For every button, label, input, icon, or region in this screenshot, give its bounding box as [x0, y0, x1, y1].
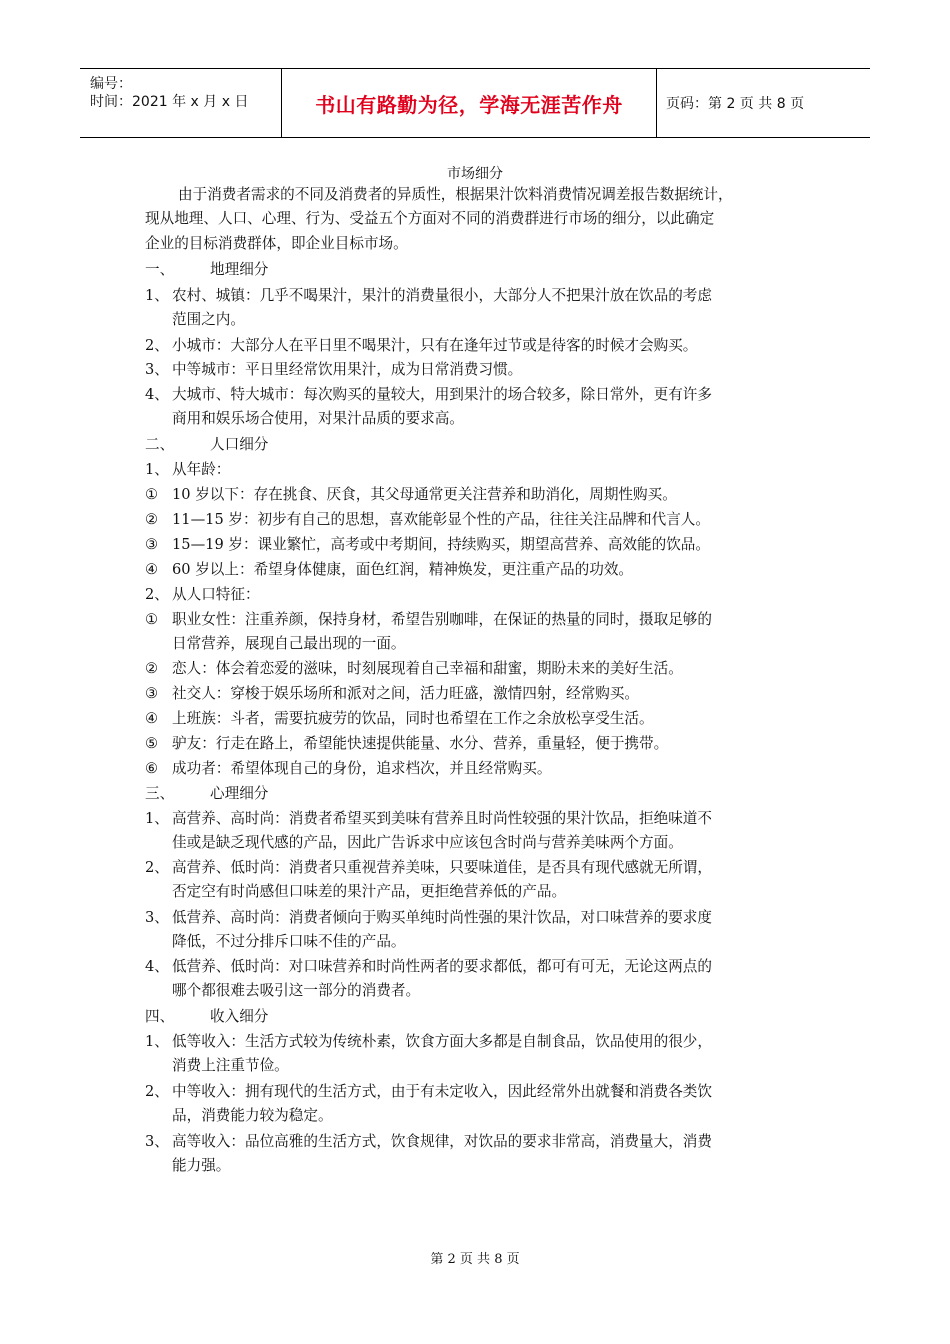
section-title: 人口细分 — [210, 436, 269, 453]
list-item-text: 低营养、高时尚：消费者倾向于购买单纯时尚性强的果汁饮品，对口味营养的要求度 — [172, 909, 712, 926]
list-item-text: 日常营养，展现自己最出现的一面。 — [172, 635, 406, 652]
list-number: ⑤ — [145, 735, 159, 752]
list-number: 4、 — [145, 386, 169, 403]
list-item-text: 消费上注重节俭。 — [172, 1057, 289, 1074]
document-header — [80, 68, 870, 138]
list-number: 1、 — [145, 1033, 169, 1050]
list-item-text: 商用和娱乐场合使用，对果汁品质的要求高。 — [172, 410, 464, 427]
header-page-cell — [657, 69, 870, 137]
list-item-text: 范围之内。 — [172, 311, 245, 328]
list-number: 3、 — [145, 361, 169, 378]
section-title: 收入细分 — [210, 1008, 269, 1025]
list-item-text: 小城市：大部分人在平日里不喝果汁，只有在逢年过节或是待客的时候才会购买。 — [172, 337, 698, 354]
list-item-text: 农村、城镇：几乎不喝果汁，果汁的消费量很小，大部分人不把果汁放在饮品的考虑 — [172, 287, 712, 304]
list-item-text: 中等收入：拥有现代的生活方式，由于有未定收入，因此经常外出就餐和消费各类饮 — [172, 1083, 712, 1100]
section-number: 四、 — [145, 1008, 175, 1025]
list-item-text: 否定空有时尚感但口味差的果汁产品，更拒绝营养低的产品。 — [172, 883, 567, 900]
header-motto: 书山有路勤为径，学海无涯苦作舟 — [315, 92, 623, 117]
subsection-title: 从人口特征： — [172, 586, 260, 603]
list-item-text: 高营养、高时尚：消费者希望买到美味有营养且时尚性较强的果汁饮品，拒绝味道不 — [172, 810, 712, 827]
list-item-text: 60 岁以上：希望身体健康，面色红润，精神焕发，更注重产品的功效。 — [172, 561, 634, 578]
list-number: ③ — [145, 685, 159, 702]
list-item-text: 成功者：希望体现自己的身份，追求档次，并且经常购买。 — [172, 760, 552, 777]
header-motto-cell — [282, 69, 657, 137]
list-item-text: 上班族：斗者，需要抗疲劳的饮品，同时也希望在工作之余放松享受生活。 — [172, 710, 654, 727]
list-number: ④ — [145, 710, 159, 727]
section-number: 二、 — [145, 436, 175, 453]
list-item-text: 恋人：体会着恋爱的滋味，时刻展现着自己幸福和甜蜜，期盼未来的美好生活。 — [172, 660, 683, 677]
section-title: 地理细分 — [210, 261, 269, 278]
list-number: 2、 — [145, 1083, 169, 1100]
list-item-text: 中等城市：平日里经常饮用果汁，成为日常消费习惯。 — [172, 361, 523, 378]
list-number: 3、 — [145, 909, 169, 926]
intro-line: 由于消费者需求的不同及消费者的异质性，根据果汁饮料消费情况调差报告数据统计， — [178, 186, 733, 203]
list-item-text: 高等收入：品位高雅的生活方式，饮食规律，对饮品的要求非常高，消费量大，消费 — [172, 1133, 712, 1150]
list-number: ② — [145, 511, 159, 528]
header-meta-cell — [80, 69, 282, 137]
list-number: 3、 — [145, 1133, 169, 1150]
list-item-text: 低等收入：生活方式较为传统朴素，饮食方面大多都是自制食品，饮品使用的很少， — [172, 1033, 712, 1050]
list-number: 4、 — [145, 958, 169, 975]
list-number: 2、 — [145, 586, 169, 603]
section-number: 三、 — [145, 785, 175, 802]
list-item-text: 10 岁以下：存在挑食、厌食，其父母通常更关注营养和助消化，周期性购买。 — [172, 486, 677, 503]
list-item-text: 能力强。 — [172, 1157, 231, 1174]
section-number: 一、 — [145, 261, 175, 278]
header-page-code: 页码：第 2 页 共 8 页 — [666, 96, 805, 112]
subsection-title: 从年龄： — [172, 461, 231, 478]
list-item-text: 11—15 岁：初步有自己的思想，喜欢能彰显个性的产品，往往关注品牌和代言人。 — [172, 511, 710, 528]
list-number: 1、 — [145, 287, 169, 304]
list-number: 1、 — [145, 810, 169, 827]
section-title: 心理细分 — [210, 785, 269, 802]
list-item-text: 低营养、低时尚：对口味营养和时尚性两者的要求都低，都可有可无，无论这两点的 — [172, 958, 712, 975]
list-item-text: 大城市、特大城市：每次购买的量较大，用到果汁的场合较多，除日常外，更有许多 — [172, 386, 712, 403]
list-number: 2、 — [145, 859, 169, 876]
list-item-text: 品，消费能力较为稳定。 — [172, 1107, 333, 1124]
list-number: ① — [145, 611, 159, 628]
list-number: ③ — [145, 536, 159, 553]
document-title: 市场细分 — [447, 166, 503, 182]
intro-line: 现从地理、人口、心理、行为、受益五个方面对不同的消费群进行市场的细分，以此确定 — [145, 210, 715, 227]
list-item-text: 社交人：穿梭于娱乐场所和派对之间，活力旺盛，激情四射，经常购买。 — [172, 685, 640, 702]
list-item-text: 15—19 岁：课业繁忙，高考或中考期间，持续购买，期望高营养、高效能的饮品。 — [172, 536, 710, 553]
list-number: ⑥ — [145, 760, 159, 777]
list-item-text: 佳或是缺乏现代感的产品，因此广告诉求中应该包含时尚与营养美味两个方面。 — [172, 834, 683, 851]
list-number: 2、 — [145, 337, 169, 354]
list-item-text: 驴友：行走在路上，希望能快速提供能量、水分、营养，重量轻，便于携带。 — [172, 735, 669, 752]
intro-line: 企业的目标消费群体，即企业目标市场。 — [145, 235, 408, 252]
list-item-text: 降低，不过分排斥口味不佳的产品。 — [172, 933, 406, 950]
list-item-text: 职业女性：注重养颜，保持身材，希望告别咖啡，在保证的热量的同时，摄取足够的 — [172, 611, 712, 628]
document-number-label: 编号： — [90, 76, 132, 92]
list-number: ② — [145, 660, 159, 677]
list-item-text: 哪个都很难去吸引这一部分的消费者。 — [172, 982, 421, 999]
list-number: 1、 — [145, 461, 169, 478]
document-time-label: 时间：2021 年 x 月 x 日 — [90, 94, 249, 110]
list-item-text: 高营养、低时尚：消费者只重视营养美味，只要味道佳，是否具有现代感就无所谓， — [172, 859, 712, 876]
list-number: ④ — [145, 561, 159, 578]
list-number: ① — [145, 486, 159, 503]
page-footer: 第 2 页 共 8 页 — [430, 1252, 520, 1267]
